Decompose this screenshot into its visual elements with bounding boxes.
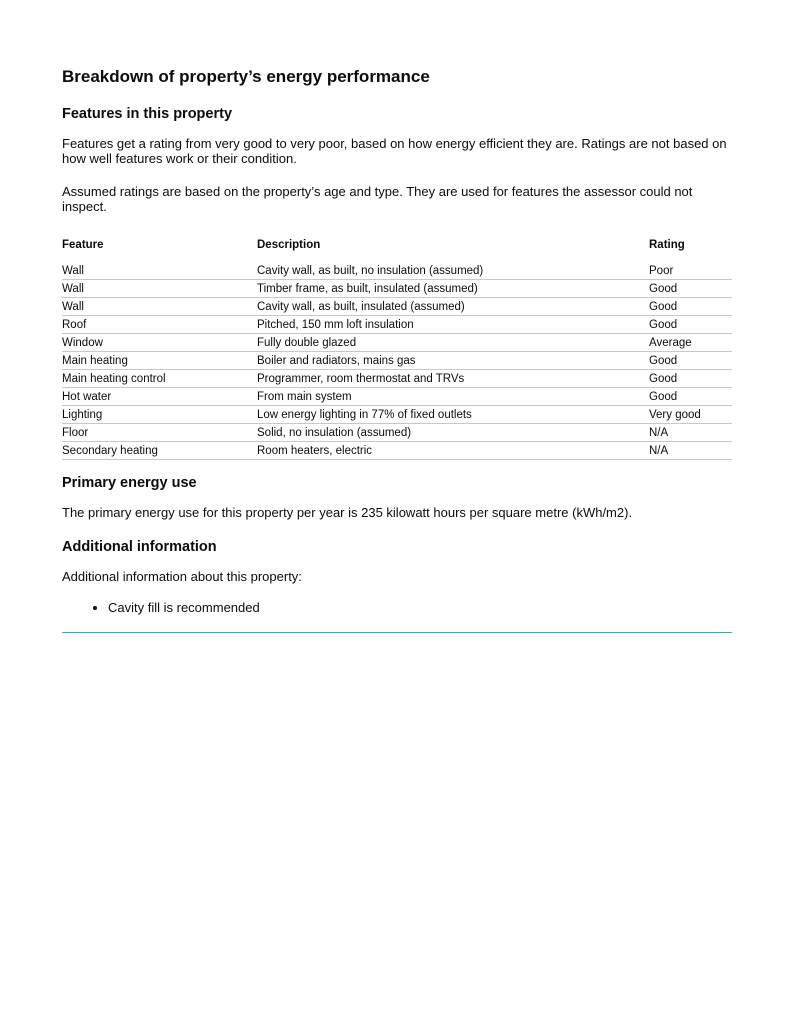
- rating-cell: Average: [649, 334, 732, 352]
- table-row: [62, 334, 732, 352]
- additional-info-list: [62, 600, 732, 615]
- description-cell: Room heaters, electric: [257, 442, 649, 460]
- energy-performance-page: [62, 66, 732, 633]
- feature-cell: Wall: [62, 262, 257, 280]
- table-row: [62, 370, 732, 388]
- feature-cell: Floor: [62, 424, 257, 442]
- column-header-feature: Feature: [62, 239, 104, 251]
- description-cell: Programmer, room thermostat and TRVs: [257, 370, 649, 388]
- table-row: [62, 316, 732, 334]
- description-cell: Cavity wall, as built, insulated (assumed): [257, 298, 649, 316]
- feature-cell: Secondary heating: [62, 442, 257, 460]
- description-cell: Cavity wall, as built, no insulation (assumed): [257, 262, 649, 280]
- table-row: [62, 262, 732, 280]
- primary-energy-heading: Primary energy use: [62, 475, 197, 491]
- description-cell: Low energy lighting in 77% of fixed outlets: [257, 406, 649, 424]
- rating-cell: Good: [649, 298, 732, 316]
- assumed-ratings-paragraph: Assumed ratings are based on the property’s age and type. They are used for features the assessor could not inspect.: [62, 184, 693, 214]
- features-table: [62, 238, 732, 460]
- description-cell: Boiler and radiators, mains gas: [257, 352, 649, 370]
- rating-cell: Good: [649, 352, 732, 370]
- feature-cell: Lighting: [62, 406, 257, 424]
- table-row: [62, 424, 732, 442]
- table-row: [62, 388, 732, 406]
- description-cell: From main system: [257, 388, 649, 406]
- table-row: [62, 352, 732, 370]
- additional-info-heading: Additional information: [62, 539, 217, 555]
- rating-cell: Good: [649, 316, 732, 334]
- description-cell: Timber frame, as built, insulated (assumed): [257, 280, 649, 298]
- rating-cell: Poor: [649, 262, 732, 280]
- column-header-rating: Rating: [649, 239, 685, 251]
- table-row: [62, 406, 732, 424]
- primary-energy-text: The primary energy use for this property per year is 235 kilowatt hours per square metre (kWh/m2).: [62, 505, 633, 520]
- feature-cell: Hot water: [62, 388, 257, 406]
- description-cell: Solid, no insulation (assumed): [257, 424, 649, 442]
- table-row: [62, 280, 732, 298]
- section-divider: [62, 632, 732, 633]
- list-item: • Cavity fill is recommended: [108, 600, 732, 615]
- table-row: [62, 442, 732, 460]
- rating-cell: N/A: [649, 442, 732, 460]
- additional-info-intro: Additional information about this property:: [62, 569, 302, 584]
- page-title: Breakdown of property’s energy performance: [62, 67, 430, 86]
- feature-cell: Window: [62, 334, 257, 352]
- feature-cell: Roof: [62, 316, 257, 334]
- feature-cell: Wall: [62, 298, 257, 316]
- column-header-description: Description: [257, 239, 321, 251]
- rating-cell: Good: [649, 370, 732, 388]
- features-intro-paragraph: Features get a rating from very good to very poor, based on how energy efficient they are. Ratings are not based on how well features work or their condition.: [62, 136, 727, 166]
- feature-cell: Main heating: [62, 352, 257, 370]
- feature-cell: Wall: [62, 280, 257, 298]
- description-cell: Fully double glazed: [257, 334, 649, 352]
- rating-cell: Good: [649, 280, 732, 298]
- features-table-body: [62, 262, 732, 460]
- rating-cell: Good: [649, 388, 732, 406]
- features-heading: Features in this property: [62, 106, 233, 122]
- rating-cell: Very good: [649, 406, 732, 424]
- rating-cell: N/A: [649, 424, 732, 442]
- table-header-row: [62, 238, 732, 262]
- feature-cell: Main heating control: [62, 370, 257, 388]
- table-row: [62, 298, 732, 316]
- description-cell: Pitched, 150 mm loft insulation: [257, 316, 649, 334]
